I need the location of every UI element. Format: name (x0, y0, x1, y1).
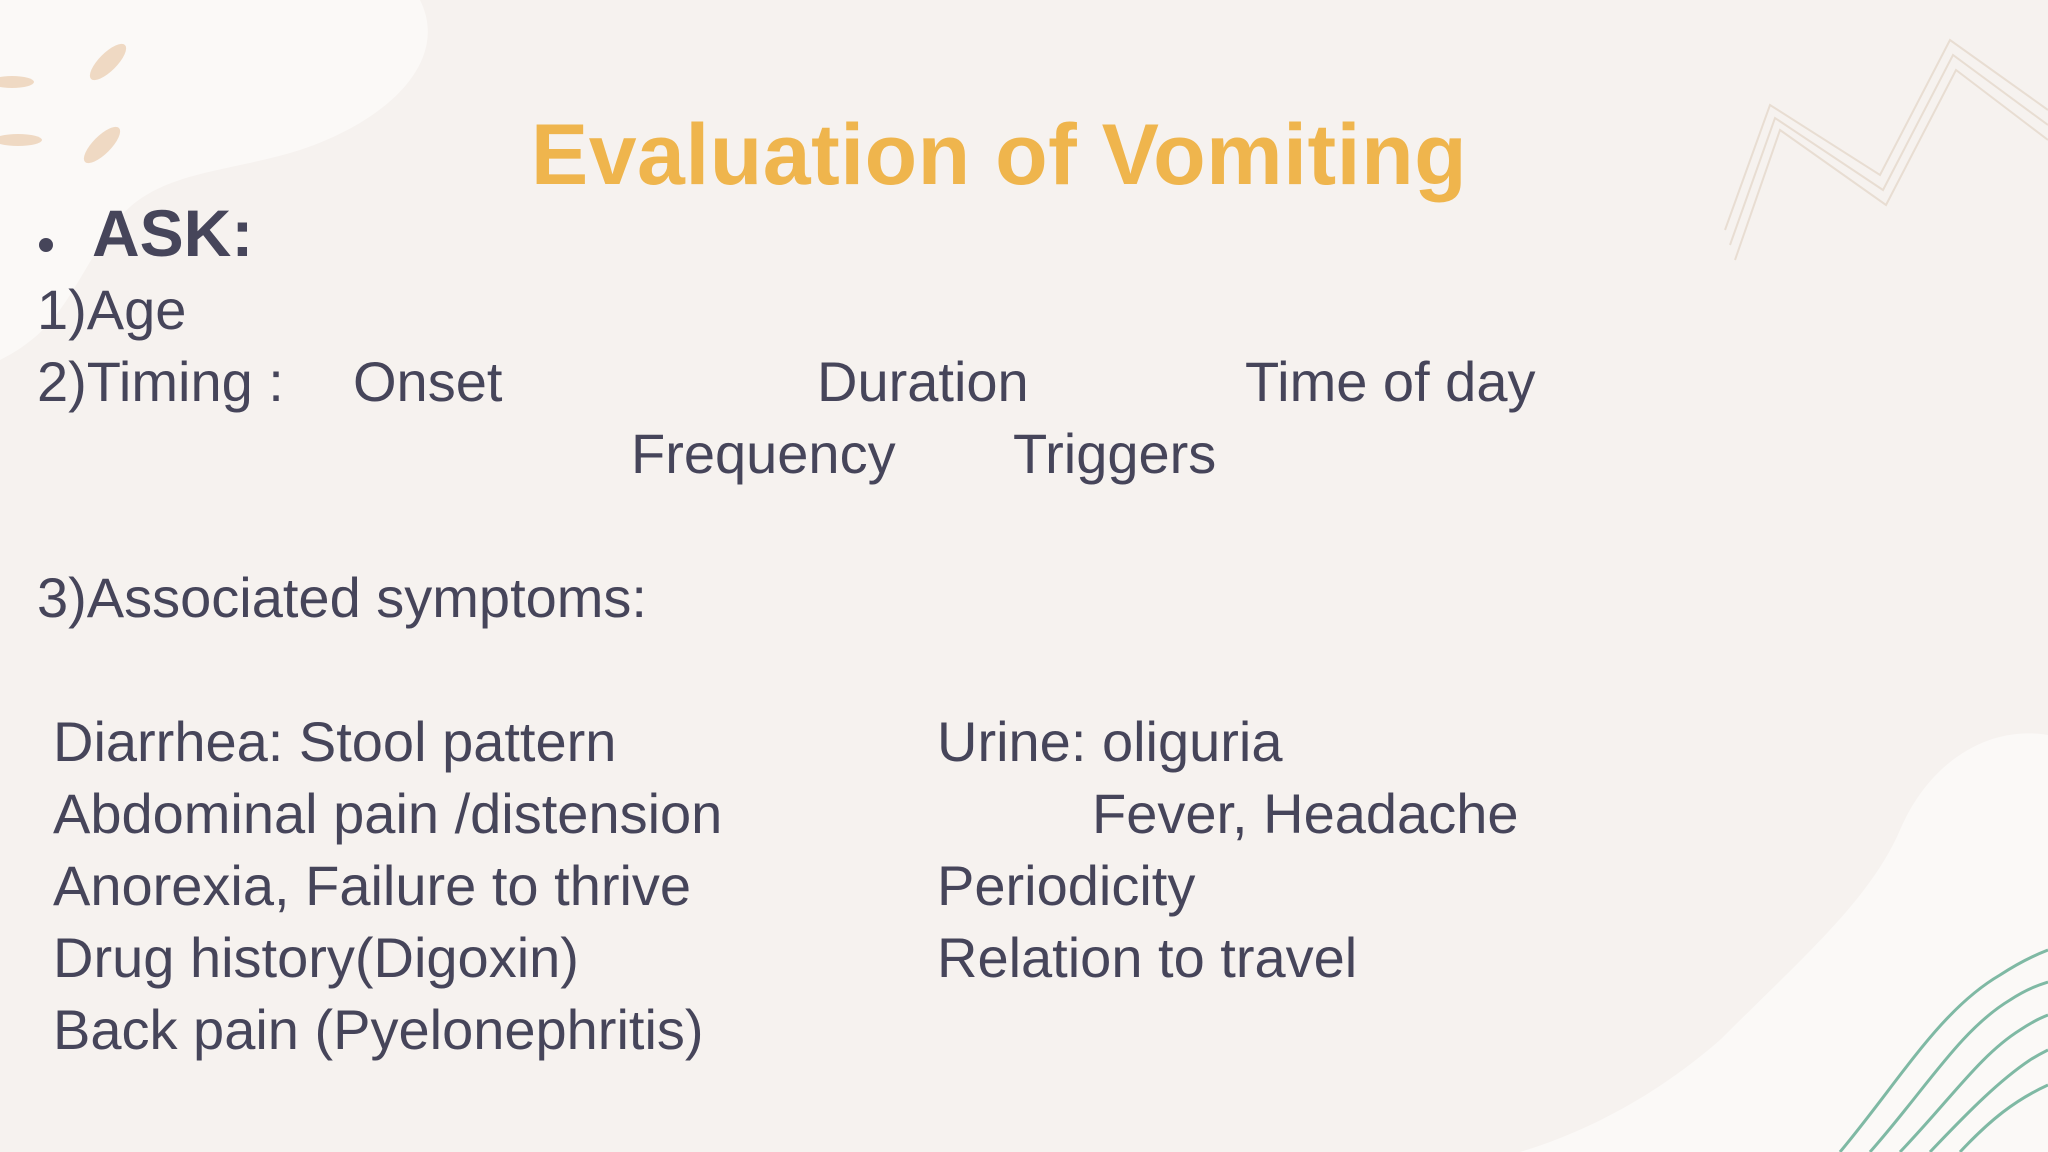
symptom-right-1: Urine: oliguria (937, 710, 1283, 773)
symptom-right-4: Relation to travel (937, 926, 1358, 989)
symptom-left-4: Drug history(Digoxin) (53, 926, 579, 989)
item-associated-symptoms: 3)Associated symptoms: (37, 566, 647, 629)
symptom-right-2: Fever, Headache (1092, 782, 1519, 845)
timing-time-of-day: Time of day (1245, 350, 1536, 413)
symptom-left-1: Diarrhea: Stool pattern (53, 710, 617, 773)
bottom-right-blob (1520, 733, 2048, 1152)
timing-onset: Onset (353, 350, 503, 413)
symptom-left-2: Abdominal pain /distension (53, 782, 723, 845)
slide-title-text: Evaluation of Vomiting (530, 107, 1468, 203)
timing-frequency: Frequency (631, 422, 896, 485)
ask-label: ASK: (92, 196, 254, 270)
timing-triggers: Triggers (1013, 422, 1217, 485)
symptom-left-5: Back pain (Pyelonephritis) (53, 998, 704, 1061)
bullet-dot (39, 238, 53, 252)
slide-title (0, 106, 2048, 205)
symptom-right-3: Periodicity (937, 854, 1196, 917)
symptom-left-3: Anorexia, Failure to thrive (53, 854, 692, 917)
item-timing: 2)Timing : (37, 350, 284, 413)
item-age: 1)Age (37, 278, 187, 341)
timing-duration: Duration (817, 350, 1029, 413)
